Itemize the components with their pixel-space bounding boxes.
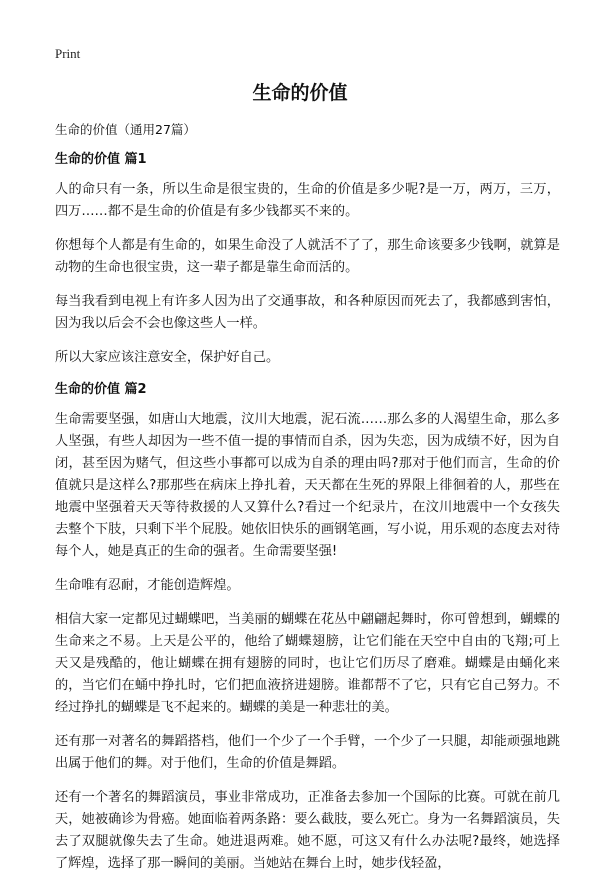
article-body xyxy=(55,121,560,887)
paragraph: 生命唯有忍耐，才能创造辉煌。 xyxy=(55,578,240,593)
paragraph: 相信大家一定都见过蝴蝶吧，当美丽的蝴蝶在花丛中翩翩起舞时，你可曾想到，蝴蝶的生命来之不易。上天是公平的，他给了蝴蝶翅膀，让它们能在天空中自由的飞翔;可上天又是残酷的，他让蝴蝶在拥有翅膀的同时，也让它们历尽了磨难。蝴蝶是由蛹化来的，当它们在蛹中挣扎时，它们把血液挤进翅膀。谁都帮不了它，只有它自己努力。不经过挣扎的蝴蝶是飞不起来的。蝴蝶的美是一种悲壮的美。 xyxy=(55,612,560,715)
document-subtitle: 生命的价值（通用27篇） xyxy=(55,122,196,137)
paragraph: 你想每个人都是有生命的，如果生命没了人就活不了了，那生命该要多少钱啊，就算是动物的生命也很宝贵，这一辈子都是靠生命而活的。 xyxy=(55,238,560,275)
section-2 xyxy=(55,381,560,875)
paragraph: 所以大家应该注意安全，保护好自己。 xyxy=(55,350,280,365)
paragraph: 还有一个著名的舞蹈演员，事业非常成功，正准备去参加一个国际的比赛。可就在前几天，她被确诊为骨癌。她面临着两条路：要么截肢，要么死亡。身为一名舞蹈演员，失去了双腿就像失去了生命。她进退两难。她不愿，可这又有什么办法呢?最终，她选择了辉煌，选择了那一瞬间的美丽。当她站在舞台上时，她步伐轻盈， xyxy=(55,790,560,871)
paragraph: 生命需要坚强，如唐山大地震，汶川大地震，泥石流……那么多的人渴望生命，那么多人坚强，有些人却因为一些不值一提的事情而自杀，因为失恋，因为成绩不好，因为自闭，甚至因为赌气，但这些小事都可以成为自杀的理由吗?那对于他们而言，生命的价值就只是这样么?那那些在病床上挣扎着，天天都在生死的界限上徘徊着的人，那些在地震中坚强着天天等待救援的人又算什么?看过一个纪录片，在汶川地震中一个女孩失去整个下肢，只剩下半个屁股。她依旧快乐的画钢笔画，写小说，用乐观的态度去对待每个人，她是真正的生命的强者。生命需要坚强! xyxy=(55,412,560,559)
section-1 xyxy=(55,151,560,369)
paragraph: 还有那一对著名的舞蹈搭档，他们一个少了一个手臂，一个少了一只腿，却能顽强地跳出属于他们的舞。对于他们，生命的价值是舞蹈。 xyxy=(55,734,560,771)
page-title: 生命的价值 xyxy=(252,82,348,104)
section-heading: 生命的价值 篇1 xyxy=(55,152,147,167)
paragraph: 每当我看到电视上有许多人因为出了交通事故，和各种原因而死去了，我都感到害怕，因为我以后会不会也像这些人一样。 xyxy=(55,294,560,331)
print-link[interactable]: Print xyxy=(55,46,81,61)
section-heading: 生命的价值 篇2 xyxy=(55,382,147,397)
paragraph: 人的命只有一条，所以生命是很宝贵的，生命的价值是多少呢?是一万，两万，三万，四万……都不是生命的价值是有多少钱都买不来的。 xyxy=(55,182,560,219)
